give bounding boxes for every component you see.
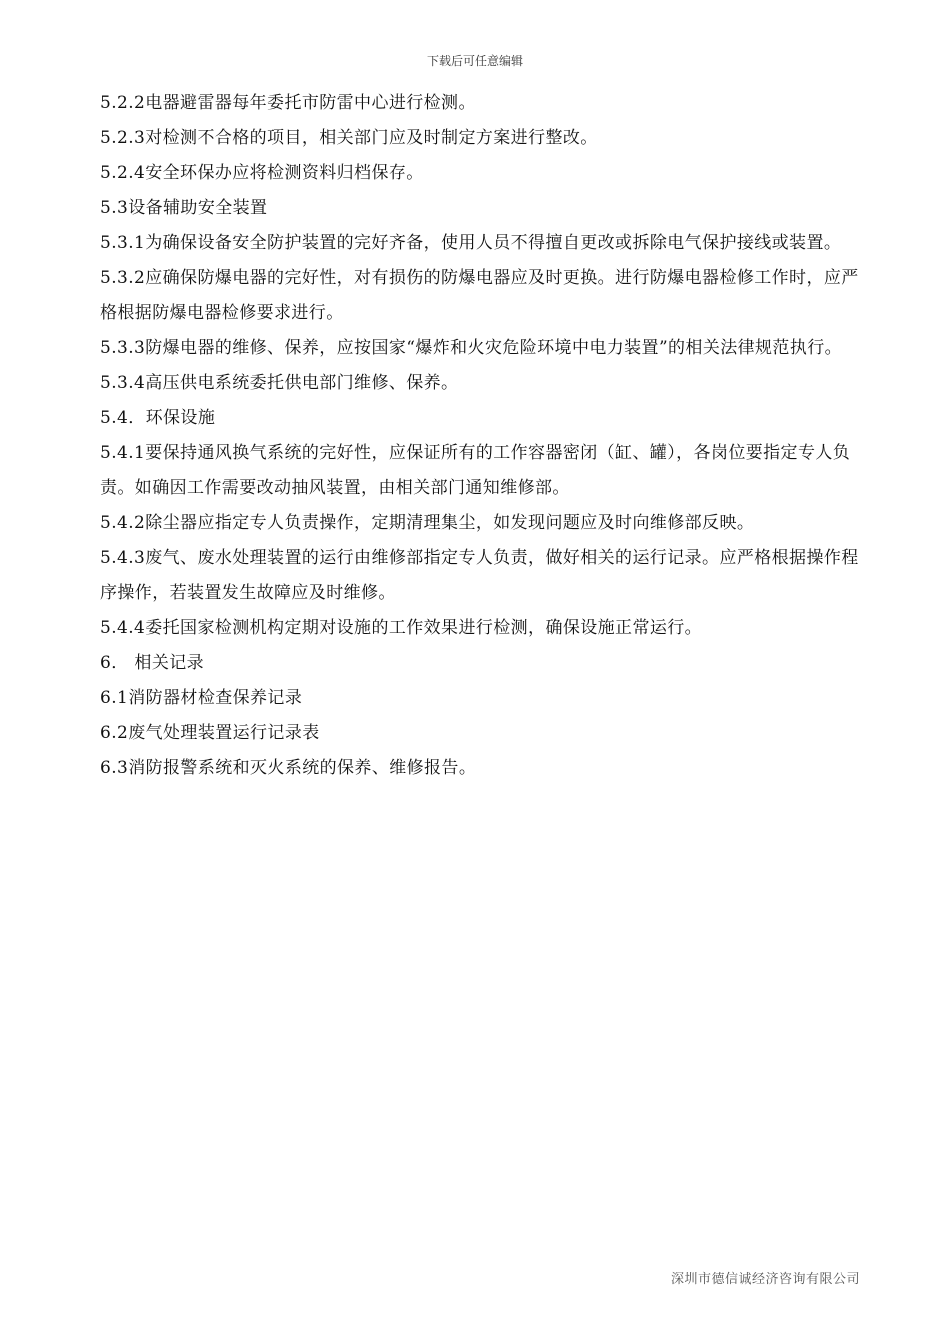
paragraph-5-3-1: 5.3.1为确保设备安全防护装置的完好齐备，使用人员不得擅自更改或拆除电气保护接线或装置。 — [100, 233, 842, 253]
section-heading-6: 6． 相关记录 — [100, 653, 205, 673]
paragraph-5-2-3: 5.2.3对检测不合格的项目，相关部门应及时制定方案进行整改。 — [100, 128, 598, 148]
paragraph-5-2-4: 5.2.4安全环保办应将检测资料归档保存。 — [100, 163, 424, 183]
paragraph-5-4-3: 5.4.3废气、废水处理装置的运行由维修部指定专人负责，做好相关的运行记录。应严格根据操作程序操作，若装置发生故障应及时维修。 — [100, 548, 859, 603]
section-heading-5-4: 5.4．环保设施 — [100, 408, 216, 428]
paragraph-5-3-4: 5.3.4高压供电系统委托供电部门维修、保养。 — [100, 373, 459, 393]
paragraph-5-4-1: 5.4.1要保持通风换气系统的完好性，应保证所有的工作容器密闭（缸、罐），各岗位要指定专人负责。如确因工作需要改动抽风装置，由相关部门通知维修部。 — [100, 443, 851, 498]
record-item-6-1: 6.1消防器材检查保养记录 — [100, 688, 303, 708]
paragraph-5-3-2: 5.3.2应确保防爆电器的完好性，对有损伤的防爆电器应及时更换。进行防爆电器检修工作时，应严格根据防爆电器检修要求进行。 — [100, 268, 859, 323]
paragraph-5-4-2: 5.4.2除尘器应指定专人负责操作，定期清理集尘，如发现问题应及时向维修部反映。 — [100, 513, 755, 533]
page-header: 下载后可任意编辑 — [426, 54, 523, 68]
section-heading-5-3: 5.3设备辅助安全装置 — [100, 198, 268, 218]
record-item-6-3: 6.3消防报警系统和灭火系统的保养、维修报告。 — [100, 758, 477, 778]
paragraph-5-3-3: 5.3.3防爆电器的维修、保养，应按国家“爆炸和火灾危险环境中电力装置”的相关法律规范执行。 — [100, 338, 843, 358]
page-footer: 深圳市德信诚经济咨询有限公司 — [670, 1272, 860, 1287]
record-item-6-2: 6.2废气处理装置运行记录表 — [100, 723, 320, 743]
document-body — [100, 86, 862, 786]
paragraph-5-2-2: 5.2.2电器避雷器每年委托市防雷中心进行检测。 — [100, 93, 476, 113]
paragraph-5-4-4: 5.4.4委托国家检测机构定期对设施的工作效果进行检测，确保设施正常运行。 — [100, 618, 703, 638]
